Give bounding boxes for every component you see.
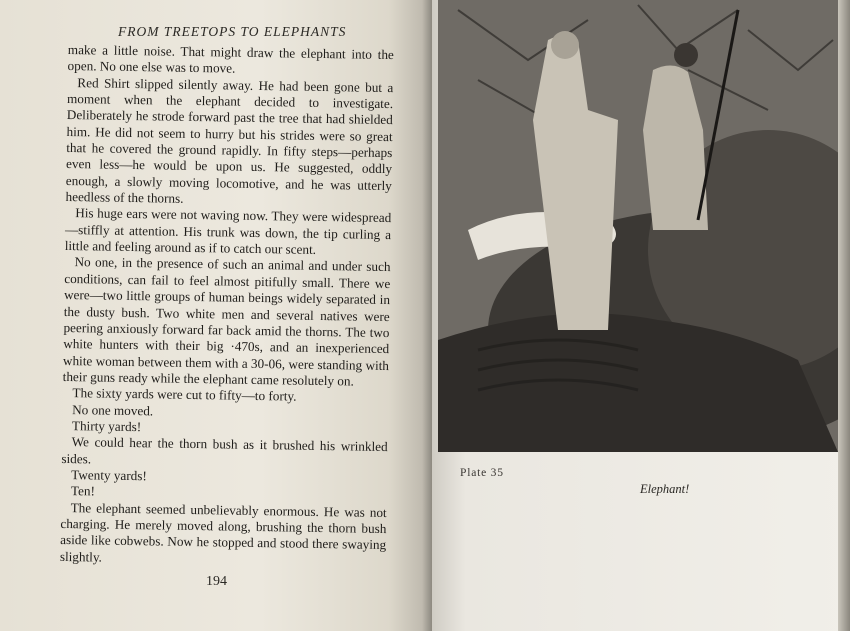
paragraph: The elephant seemed unbelievably enormous. He was not charging. He merely moved along, brushing the thorn bush aside like cobwebs. Now he stopped and stood there swaying slightly. (59, 499, 387, 565)
paragraph: Thirty yards! (71, 418, 142, 435)
page-number: 194 (206, 574, 227, 589)
paragraph: The sixty yards were cut to fifty—to forty. (72, 385, 297, 404)
photo-illustration (438, 0, 838, 452)
plate-number: Plate 35 (460, 467, 504, 479)
paragraph: No one moved. (72, 401, 154, 418)
paragraph: Ten! (70, 483, 96, 499)
paragraph: We could hear the thorn bush as it brushed his wrinkled sides. (61, 434, 388, 467)
elephant-photo (438, 0, 838, 452)
page-edge (838, 0, 850, 631)
body-text (60, 42, 394, 570)
paragraph: Red Shirt slipped silently away. He had been gone but a moment when the elephant decided to investigate. Deliberately he strode forward past the tree that had shielded him. He did not seem to hurry but his strides were so great that he covered the ground rapidly. In fifty steps—perhaps even less—he would be upon us. He suggested, oddly enough, a slowly moving locomotive, and he was utterly heedless of the thorns. (65, 74, 394, 206)
paragraph: His huge ears were not waving now. They were widespread—stiffly at attention. His trunk was down, the tip curling a little and feeling around as if to catch our scent. (64, 205, 392, 258)
paragraph: Twenty yards! (71, 467, 147, 484)
plate-caption: Elephant! (640, 482, 690, 496)
paragraph: make a little noise. That might draw the elephant into the open. No one else was to move. (67, 42, 394, 76)
running-head: FROM TREETOPS TO ELEPHANTS (118, 24, 347, 39)
paragraph: No one, in the presence of such an animal and under such conditions, can fail to feel almost pitifully small. There we were—two little groups of human beings widely separated in the dusty bush. Two white men and several natives were peering anxiously forward far back amid the thorns. The two white hunters with their big ·470s, and an inexperienced white woman between them with a 30-06, were standing with their guns ready while the elephant came resolutely on. (62, 254, 391, 389)
